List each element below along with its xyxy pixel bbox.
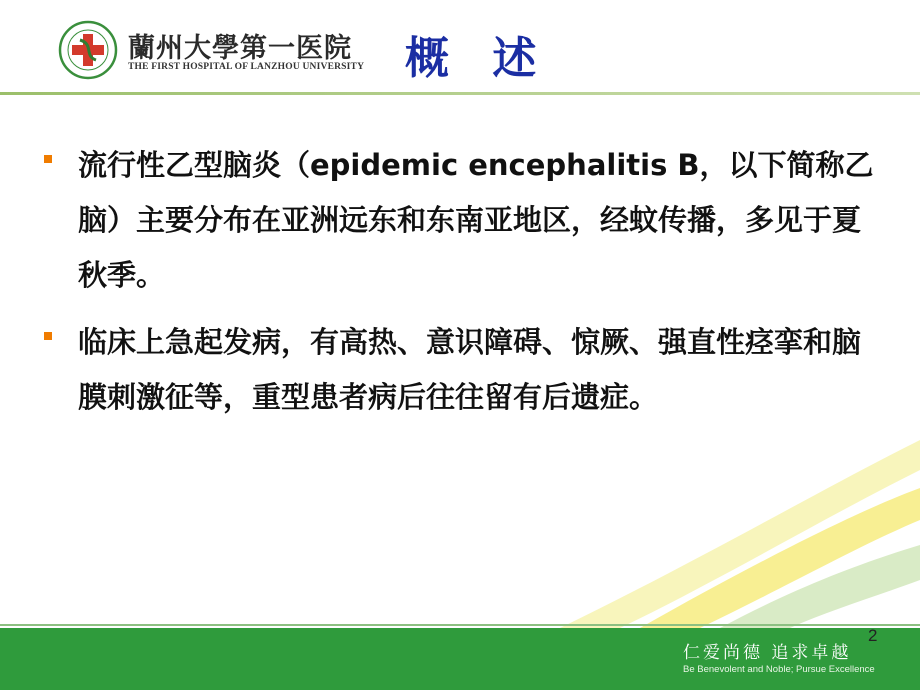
bullet-text: 临床上急起发病，有高热、意识障碍、惊厥、强直性痉挛和脑膜刺激征等，重型患者病后往往留有后遗症。	[78, 325, 862, 414]
footer-slogan-en: Be Benevolent and Noble; Pursue Excellence	[683, 664, 875, 675]
slide-title: 概 述	[405, 33, 551, 84]
footer-divider	[0, 624, 920, 626]
square-bullet-icon	[44, 155, 52, 163]
header-divider	[0, 92, 920, 95]
bullet-item	[40, 138, 880, 303]
hospital-seal-icon	[58, 20, 118, 80]
square-bullet-icon	[44, 332, 52, 340]
bullet-text: 流行性乙型脑炎（epidemic encephalitis B，以下简称乙脑）主要分布在亚洲远东和东南亚地区，经蚊传播，多见于夏秋季。	[78, 148, 874, 292]
slide-header	[0, 0, 920, 96]
hospital-name-cn: 蘭州大學第一医院	[128, 33, 352, 64]
page-number: 2	[868, 626, 878, 645]
bullet-item	[40, 315, 880, 425]
slide-content	[40, 138, 880, 437]
footer-slogan-cn: 仁爱尚德 追求卓越	[683, 643, 852, 663]
hospital-name-en: THE FIRST HOSPITAL OF LANZHOU UNIVERSITY	[128, 62, 365, 72]
